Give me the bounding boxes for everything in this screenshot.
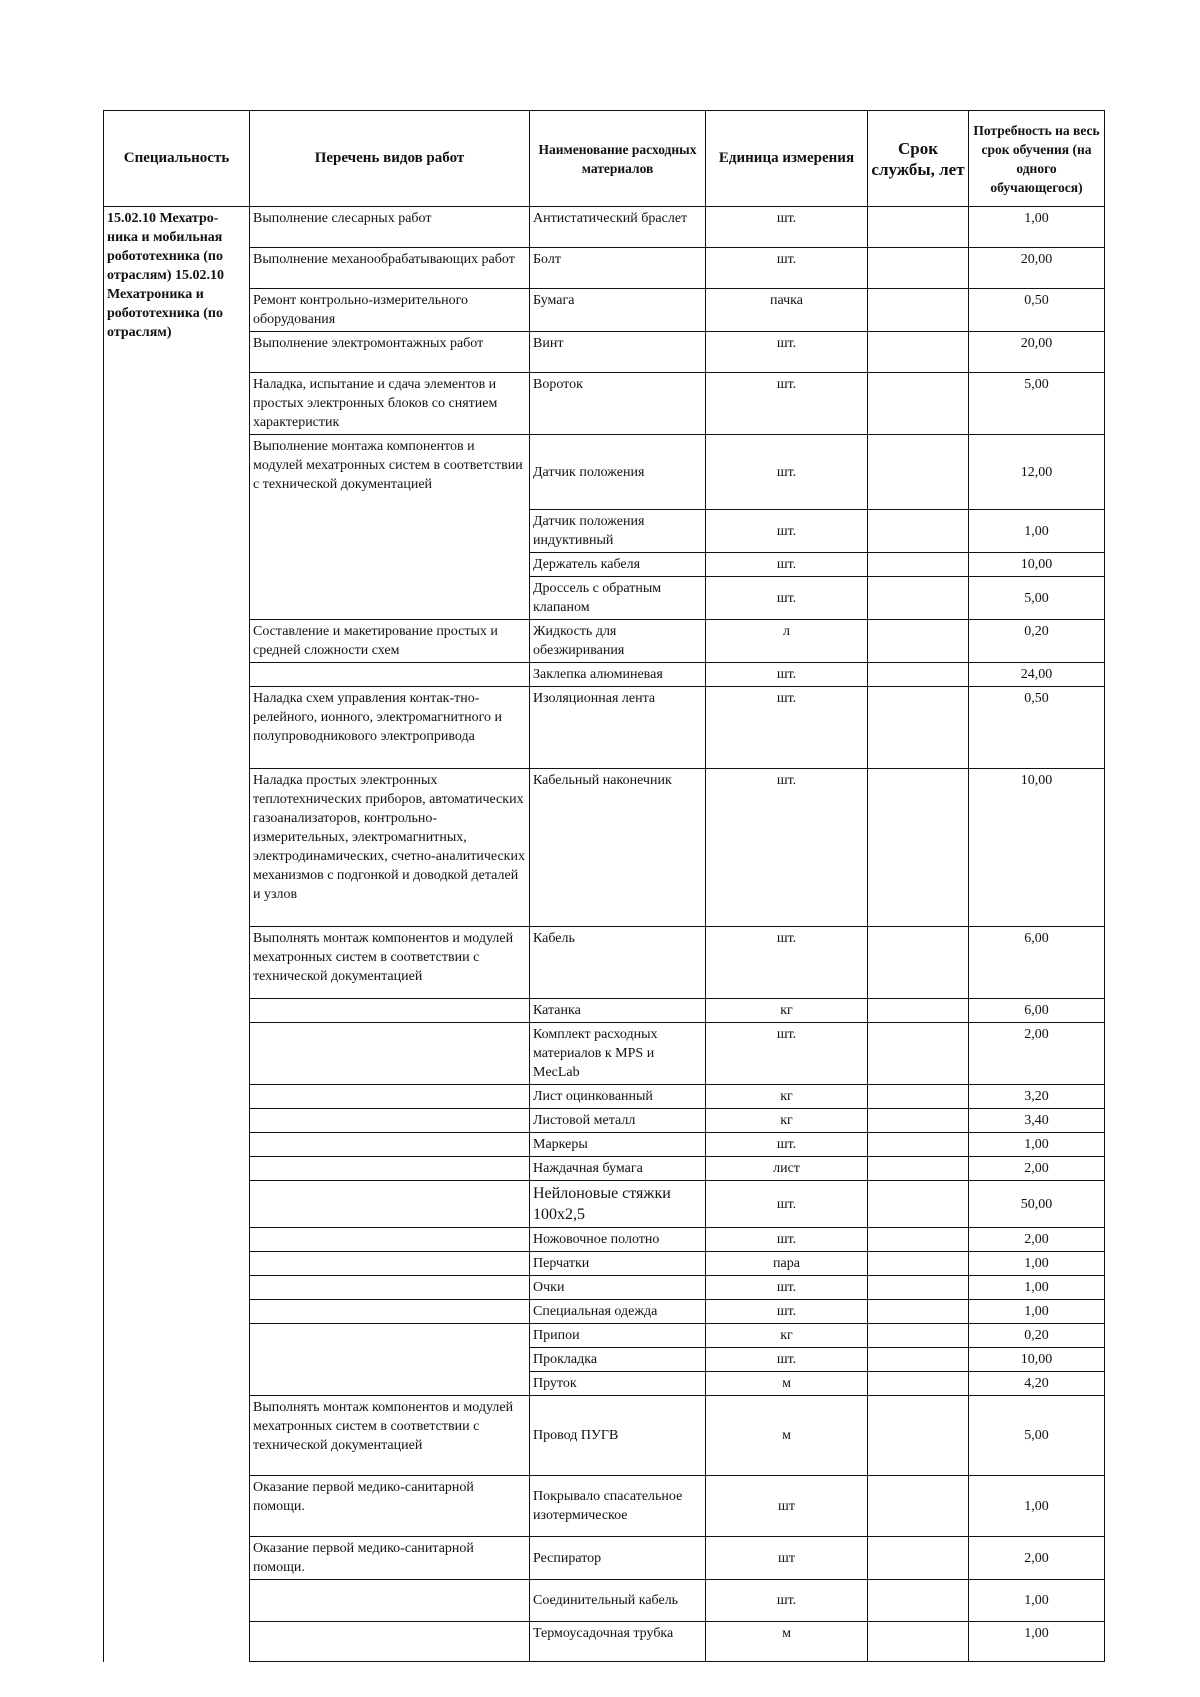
life-cell <box>868 1396 969 1476</box>
material-cell: Припои <box>530 1324 706 1348</box>
materials-table <box>103 110 1105 1662</box>
need-cell: 2,00 <box>969 1023 1105 1085</box>
material-cell: Датчик положения индуктивный <box>530 510 706 553</box>
need-cell: 0,20 <box>969 620 1105 663</box>
unit-cell: шт. <box>706 927 868 999</box>
header-unit: Единица измерения <box>706 111 868 207</box>
unit-cell: м <box>706 1622 868 1662</box>
material-cell: Специальная одежда <box>530 1300 706 1324</box>
unit-cell: шт. <box>706 1276 868 1300</box>
unit-cell: шт <box>706 1537 868 1580</box>
unit-cell: шт. <box>706 248 868 289</box>
unit-cell: шт. <box>706 1228 868 1252</box>
unit-cell: шт. <box>706 1580 868 1622</box>
material-cell: Термоусадочная трубка <box>530 1622 706 1662</box>
life-cell <box>868 1372 969 1396</box>
life-cell <box>868 1537 969 1580</box>
unit-cell: шт. <box>706 769 868 927</box>
work-cell-empty <box>250 1276 530 1300</box>
need-cell: 24,00 <box>969 663 1105 687</box>
life-cell <box>868 1476 969 1537</box>
material-cell: Прокладка <box>530 1348 706 1372</box>
need-cell: 20,00 <box>969 332 1105 373</box>
work-cell: Выполнять монтаж компонентов и модулей мехатронных систем в соответствии с технической документацией <box>250 927 530 999</box>
unit-cell: кг <box>706 1085 868 1109</box>
need-cell: 5,00 <box>969 1396 1105 1476</box>
material-cell: Провод ПУГВ <box>530 1396 706 1476</box>
life-cell <box>868 332 969 373</box>
need-cell: 1,00 <box>969 1622 1105 1662</box>
unit-cell: л <box>706 620 868 663</box>
work-cell-empty <box>250 1085 530 1109</box>
need-cell: 2,00 <box>969 1157 1105 1181</box>
materials-table-page <box>103 110 1105 1662</box>
work-cell-empty <box>250 1181 530 1228</box>
unit-cell: шт. <box>706 1348 868 1372</box>
need-cell: 3,40 <box>969 1109 1105 1133</box>
need-cell: 1,00 <box>969 1276 1105 1300</box>
need-cell: 1,00 <box>969 1300 1105 1324</box>
work-cell-empty <box>250 1023 530 1085</box>
need-cell: 1,00 <box>969 1580 1105 1622</box>
unit-cell: лист <box>706 1157 868 1181</box>
material-cell: Вороток <box>530 373 706 435</box>
work-cell: Наладка простых электронных теплотехнических приборов, автоматических газоанализаторов, контрольно-измерительных, электромагнитных, электродинамических, счетно-аналитических механизмов с подгонкой и доводкой деталей и узлов <box>250 769 530 927</box>
life-cell <box>868 769 969 927</box>
work-cell-empty <box>250 1252 530 1276</box>
work-cell-empty <box>250 999 530 1023</box>
life-cell <box>868 435 969 510</box>
need-cell: 10,00 <box>969 553 1105 577</box>
need-cell: 0,50 <box>969 289 1105 332</box>
work-cell-empty <box>250 1109 530 1133</box>
work-cell: Ремонт контрольно-измерительного оборудования <box>250 289 530 332</box>
life-cell <box>868 1348 969 1372</box>
life-cell <box>868 663 969 687</box>
material-cell: Антистатический браслет <box>530 207 706 248</box>
header-works: Перечень видов работ <box>250 111 530 207</box>
unit-cell: шт. <box>706 553 868 577</box>
material-cell: Респиратор <box>530 1537 706 1580</box>
material-cell: Кабельный наконечник <box>530 769 706 927</box>
life-cell <box>868 1023 969 1085</box>
work-cell-empty <box>250 1580 530 1622</box>
need-cell: 0,20 <box>969 1324 1105 1348</box>
unit-cell: шт. <box>706 332 868 373</box>
need-cell: 12,00 <box>969 435 1105 510</box>
life-cell <box>868 1181 969 1228</box>
material-cell: Перчатки <box>530 1252 706 1276</box>
material-cell: Дроссель с обратным клапаном <box>530 577 706 620</box>
need-cell: 10,00 <box>969 769 1105 927</box>
unit-cell: кг <box>706 1324 868 1348</box>
need-cell: 2,00 <box>969 1228 1105 1252</box>
need-cell: 6,00 <box>969 999 1105 1023</box>
need-cell: 2,00 <box>969 1537 1105 1580</box>
unit-cell: шт. <box>706 1023 868 1085</box>
unit-cell: м <box>706 1396 868 1476</box>
work-cell: Оказание первой медико-санитарной помощи. <box>250 1476 530 1537</box>
work-cell: Выполнение монтажа компонентов и модулей мехатронных систем в соответствии с технической документацией <box>250 435 530 620</box>
unit-cell: м <box>706 1372 868 1396</box>
work-cell: Выполнение электромонтажных работ <box>250 332 530 373</box>
life-cell <box>868 1276 969 1300</box>
need-cell: 1,00 <box>969 1252 1105 1276</box>
unit-cell: кг <box>706 999 868 1023</box>
unit-cell: кг <box>706 1109 868 1133</box>
material-cell: Лист оцинкованный <box>530 1085 706 1109</box>
work-cell: Составление и макетирование простых и средней сложности схем <box>250 620 530 663</box>
life-cell <box>868 927 969 999</box>
need-cell: 50,00 <box>969 1181 1105 1228</box>
work-cell: Наладка, испытание и сдача элементов и простых электронных блоков со снятием характеристик <box>250 373 530 435</box>
need-cell: 1,00 <box>969 510 1105 553</box>
work-cell: Наладка схем управления контак-тно-релейного, ионного, электромагнитного и полупроводникового электропривода <box>250 687 530 769</box>
work-cell-empty <box>250 1622 530 1662</box>
material-cell: Датчик положения <box>530 435 706 510</box>
life-cell <box>868 1324 969 1348</box>
unit-cell: шт. <box>706 663 868 687</box>
material-cell: Держатель кабеля <box>530 553 706 577</box>
work-cell-empty <box>250 1157 530 1181</box>
work-cell-empty <box>250 1300 530 1324</box>
life-cell <box>868 620 969 663</box>
material-cell: Изоляционная лента <box>530 687 706 769</box>
work-cell: Выполнение механообрабатывающих работ <box>250 248 530 289</box>
material-cell: Жидкость для обезжиривания <box>530 620 706 663</box>
need-cell: 6,00 <box>969 927 1105 999</box>
work-cell: Выполнение слесарных работ <box>250 207 530 248</box>
unit-cell: пачка <box>706 289 868 332</box>
life-cell <box>868 577 969 620</box>
material-cell: Катанка <box>530 999 706 1023</box>
unit-cell: шт. <box>706 687 868 769</box>
life-cell <box>868 1085 969 1109</box>
work-cell-empty <box>250 1133 530 1157</box>
work-cell-empty <box>250 1324 530 1396</box>
life-cell <box>868 1109 969 1133</box>
need-cell: 1,00 <box>969 1476 1105 1537</box>
work-cell: Оказание первой медико-санитарной помощи. <box>250 1537 530 1580</box>
material-cell: Листовой металл <box>530 1109 706 1133</box>
unit-cell: шт. <box>706 373 868 435</box>
life-cell <box>868 1622 969 1662</box>
need-cell: 20,00 <box>969 248 1105 289</box>
work-cell-empty <box>250 1228 530 1252</box>
life-cell <box>868 510 969 553</box>
material-cell: Бумага <box>530 289 706 332</box>
unit-cell: шт. <box>706 510 868 553</box>
life-cell <box>868 1580 969 1622</box>
life-cell <box>868 207 969 248</box>
header-service-life: Срок службы, лет <box>868 111 969 207</box>
header-need: Потребность на весь срок обучения (на одного обучающегося) <box>969 111 1105 207</box>
material-cell: Винт <box>530 332 706 373</box>
material-cell: Очки <box>530 1276 706 1300</box>
material-cell: Кабель <box>530 927 706 999</box>
need-cell: 5,00 <box>969 373 1105 435</box>
work-cell-empty <box>250 663 530 687</box>
life-cell <box>868 1133 969 1157</box>
need-cell: 1,00 <box>969 1133 1105 1157</box>
unit-cell: шт <box>706 1476 868 1537</box>
need-cell: 0,50 <box>969 687 1105 769</box>
life-cell <box>868 999 969 1023</box>
unit-cell: шт. <box>706 1300 868 1324</box>
material-cell: Маркеры <box>530 1133 706 1157</box>
material-cell: Пруток <box>530 1372 706 1396</box>
material-cell: Болт <box>530 248 706 289</box>
life-cell <box>868 553 969 577</box>
need-cell: 1,00 <box>969 207 1105 248</box>
life-cell <box>868 687 969 769</box>
unit-cell: шт. <box>706 577 868 620</box>
material-cell: Соединительный кабель <box>530 1580 706 1622</box>
material-cell: Наждачная бумага <box>530 1157 706 1181</box>
need-cell: 3,20 <box>969 1085 1105 1109</box>
unit-cell: шт. <box>706 207 868 248</box>
work-cell: Выполнять монтаж компонентов и модулей мехатронных систем в соответствии с технической документацией <box>250 1396 530 1476</box>
life-cell <box>868 373 969 435</box>
material-cell: Заклепка алюминевая <box>530 663 706 687</box>
need-cell: 5,00 <box>969 577 1105 620</box>
unit-cell: шт. <box>706 1133 868 1157</box>
life-cell <box>868 248 969 289</box>
header-specialty: Специальность <box>104 111 250 207</box>
life-cell <box>868 1157 969 1181</box>
unit-cell: пара <box>706 1252 868 1276</box>
need-cell: 4,20 <box>969 1372 1105 1396</box>
material-cell: Нейлоновые стяжки 100х2,5 <box>530 1181 706 1228</box>
material-cell: Покрывало спасательное изотермическое <box>530 1476 706 1537</box>
life-cell <box>868 289 969 332</box>
unit-cell: шт. <box>706 435 868 510</box>
header-material: Наименование расходных материалов <box>530 111 706 207</box>
life-cell <box>868 1300 969 1324</box>
material-cell: Комплект расходных материалов к MPS и MecLab <box>530 1023 706 1085</box>
need-cell: 10,00 <box>969 1348 1105 1372</box>
life-cell <box>868 1228 969 1252</box>
life-cell <box>868 1252 969 1276</box>
specialty-cell: 15.02.10 Мехатро-ника и мобильная робототехника (по отраслям) 15.02.10 Мехатроника и робототехника (по отраслям) <box>104 207 250 1662</box>
material-cell: Ножовочное полотно <box>530 1228 706 1252</box>
unit-cell: шт. <box>706 1181 868 1228</box>
